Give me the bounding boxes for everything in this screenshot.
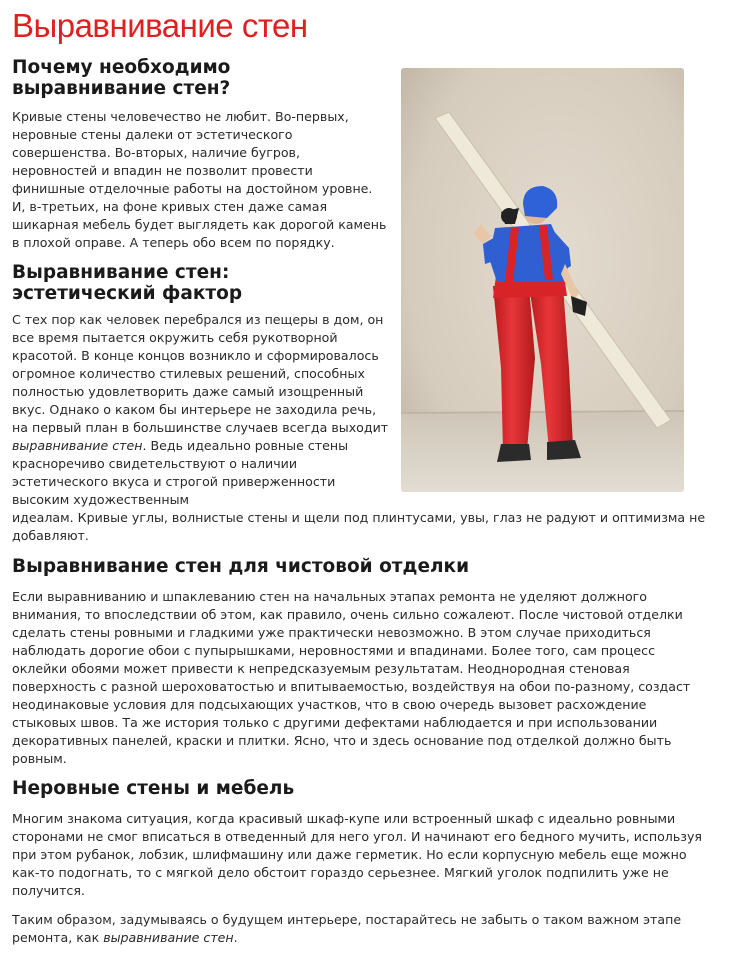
heading-furniture: Неровные стены и мебель <box>12 778 295 799</box>
heading-why-line1: Почему необходимо <box>12 57 231 78</box>
paragraph-conclusion <box>12 911 717 947</box>
paragraph-aesthetic-continued: идеалам. Кривые углы, волнистые стены и щели под плинтусами, увы, глаз не радуют и оптимизма не добавляют. <box>12 510 706 543</box>
aesthetic-text-a: С тех пор как человек перебрался из пещеры в дом, он все время пытается окружить себя рукотворной красотой. В конце концов возникло и сформировалось огромное количество стилевых решений, способных полностью удовлетворить даже самый изощренный вкус. Однако о каком бы интерьере не заходила речь, на первый план в большинстве случаев всегда выходит <box>12 312 389 435</box>
conclusion-text-a: Таким образом, задумываясь о будущем интерьере, постарайтесь не забыть о таком важном этапе ремонта, как <box>12 912 682 945</box>
heading-why-level <box>12 57 372 99</box>
aesthetic-text-b: . Ведь идеально ровные стены красноречиво свидетельствуют о наличии эстетического вкуса и строгой приверженности высоким художественным <box>12 438 349 507</box>
aesthetic-emphasis: выравнивание стен <box>12 438 143 453</box>
page-title: Выравнивание стен <box>12 7 308 44</box>
conclusion-text-b: . <box>233 930 238 945</box>
conclusion-emphasis: выравнивание стен <box>103 930 234 945</box>
paragraph-why: Кривые стены человечество не любит. Во-первых, неровные стены далеки от эстетического совершенства. Во-вторых, наличие бугров, неровностей и впадин не позволит провести финишные отделочные работы на достойном уровне. И, в-третьих, на фоне кривых стен даже самая шикарная мебель будет выглядеть как дорогой камень в плохой оправе. А теперь обо всем по порядку. <box>12 109 387 250</box>
heading-aesthetic-line1: Выравнивание стен: <box>12 262 230 283</box>
worker-leveling-wall-photo <box>401 68 684 492</box>
worker-photo <box>401 68 684 492</box>
paragraph-furniture: Многим знакома ситуация, когда красивый шкаф-купе или встроенный шкаф с идеально ровными сторонами не смог вписаться в отведенный для него угол. И начинают его бедного мучить, используя при этом рубанок, лобзик, шлифмашину или даже герметик. Но если корпусную мебель еще можно как-то подогнать, то с мягкой дело обстоит гораздо серьезнее. Мягкий уголок подпилить уже не получится. <box>12 811 702 898</box>
heading-aesthetic-line2: эстетический фактор <box>12 283 243 304</box>
heading-why-line2: выравнивание стен? <box>12 78 231 99</box>
heading-aesthetic <box>12 262 392 304</box>
paragraph-aesthetic <box>12 311 392 509</box>
heading-finish: Выравнивание стен для чистовой отделки <box>12 556 470 577</box>
paragraph-finish: Если выравниванию и шпаклеванию стен на начальных этапах ремонта не уделяют должного внимания, то впоследствии об этом, как правило, очень сильно сожалеют. После чистовой отделки сделать стены ровными и гладкими уже практически невозможно. В этом случае приходиться наблюдать дорогие обои с пупырышками, неровностями и впадинами. Более того, сам процесс оклейки обоями может привести к непредсказуемым результатам. Неоднородная стеновая поверхность с разной шероховатостью и впитываемостью, воздействуя на обои по-разному, создаст неодинаковые условия для подсыхающих участков, что в свою очередь вызовет расхождение стыковых швов. Та же история только с другими дефектами наблюдается и при использовании декоративных панелей, краски и плитки. Ясно, что и здесь основание под отделкой должно быть ровным. <box>12 589 691 766</box>
